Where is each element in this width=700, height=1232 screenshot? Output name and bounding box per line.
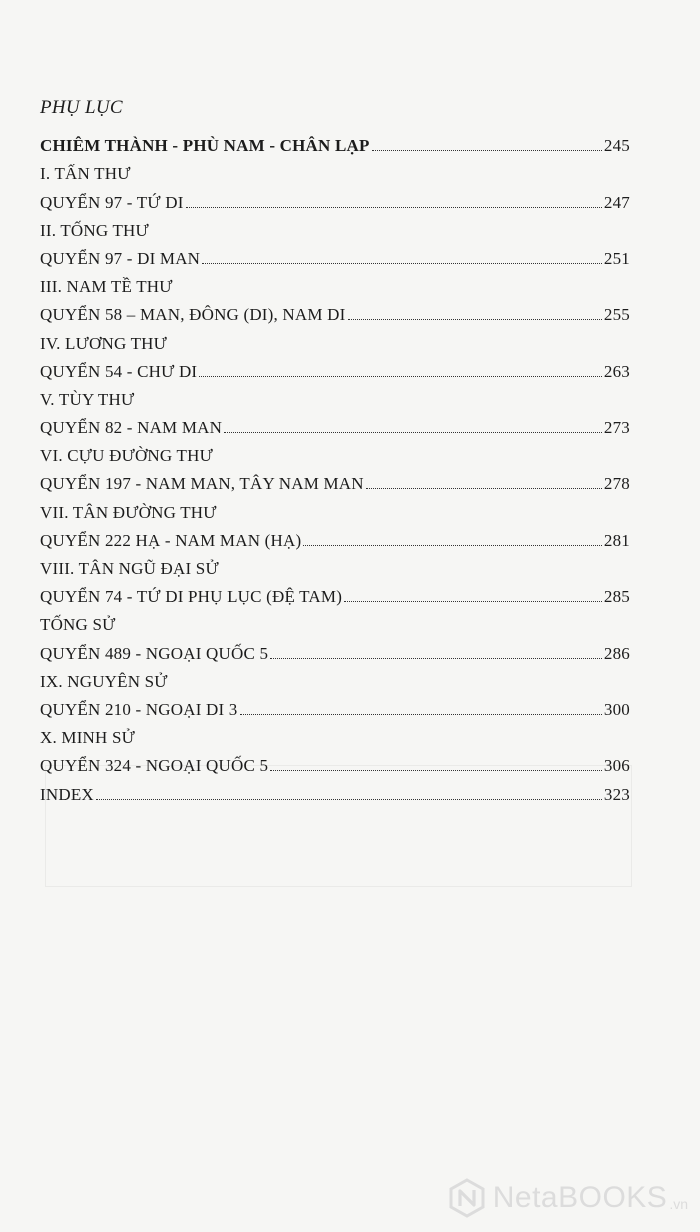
- toc-entry: [40, 128, 630, 156]
- dot-leader: [202, 263, 602, 264]
- toc-entry-label: QUYỂN 222 HẠ - NAM MAN (HẠ): [40, 530, 302, 550]
- toc-entry-label: II. TỐNG THƯ: [40, 220, 149, 240]
- toc-page-number: 323: [603, 784, 630, 804]
- toc-entry: [40, 297, 630, 325]
- toc-entry-label: III. NAM TỀ THƯ: [40, 277, 173, 297]
- watermark-brand: NetaBOOKS: [492, 1181, 668, 1214]
- toc-section-title: [40, 494, 630, 522]
- toc-entry: [40, 466, 630, 494]
- toc-section-title: [40, 720, 630, 748]
- toc-entry-label: QUYỂN 97 - TỨ DI: [40, 192, 184, 212]
- toc-entry: [40, 523, 630, 551]
- toc-page-number: 306: [603, 756, 630, 776]
- watermark-suffix: .vn: [669, 1196, 688, 1212]
- toc-section-title: [40, 325, 630, 353]
- toc-entry-label: I. TẤN THƯ: [40, 164, 131, 184]
- toc-page-number: 263: [603, 361, 630, 381]
- dot-leader: [344, 601, 602, 602]
- toc-entry-label: INDEX: [40, 784, 94, 804]
- toc-section-title: [40, 607, 630, 635]
- toc-section-title: [40, 269, 630, 297]
- dot-leader: [270, 770, 602, 771]
- netabooks-logo-icon: [447, 1178, 487, 1218]
- netabooks-watermark: [447, 1178, 688, 1218]
- appendix-heading: PHỤ LỤC: [40, 97, 123, 118]
- dot-leader: [224, 432, 602, 433]
- toc-entry: [40, 410, 630, 438]
- toc-page-number: 285: [603, 587, 630, 607]
- table-of-contents: [40, 128, 630, 805]
- dot-leader: [199, 376, 602, 377]
- toc-entry-label: TỐNG SỬ: [40, 615, 116, 635]
- toc-entry-label: QUYỂN 210 - NGOẠI DI 3: [40, 699, 238, 719]
- dot-leader: [96, 799, 602, 800]
- toc-page-number: 278: [603, 474, 630, 494]
- toc-page-number: 281: [603, 530, 630, 550]
- toc-page-number: 245: [603, 136, 630, 156]
- toc-entry: [40, 776, 630, 804]
- toc-entry: [40, 354, 630, 382]
- toc-page-number: 286: [603, 643, 630, 663]
- toc-entry-label: QUYỂN 74 - TỨ DI PHỤ LỤC (ĐỆ TAM): [40, 587, 343, 607]
- toc-entry-label: VII. TÂN ĐƯỜNG THƯ: [40, 502, 217, 522]
- toc-entry-label: IV. LƯƠNG THƯ: [40, 333, 168, 353]
- dot-leader: [270, 658, 602, 659]
- dot-leader: [303, 545, 602, 546]
- toc-entry: [40, 579, 630, 607]
- toc-entry-label: QUYỂN 197 - NAM MAN, TÂY NAM MAN: [40, 474, 364, 494]
- toc-entry-label: X. MINH SỬ: [40, 728, 136, 748]
- dot-leader: [366, 488, 602, 489]
- toc-section-title: [40, 213, 630, 241]
- toc-entry-label: QUYỂN 82 - NAM MAN: [40, 418, 223, 438]
- dot-leader: [372, 150, 602, 151]
- toc-section-title: [40, 664, 630, 692]
- toc-page-number: 255: [603, 305, 630, 325]
- toc-page-number: 300: [603, 699, 630, 719]
- toc-entry-label: V. TÙY THƯ: [40, 389, 135, 409]
- dot-leader: [240, 714, 602, 715]
- toc-entry: [40, 184, 630, 212]
- toc-page-number: 251: [603, 248, 630, 268]
- toc-entry-label: CHIÊM THÀNH - PHÙ NAM - CHÂN LẠP: [40, 136, 370, 156]
- toc-entry-label: IX. NGUYÊN SỬ: [40, 671, 168, 691]
- toc-section-title: [40, 382, 630, 410]
- toc-entry-label: QUYỂN 54 - CHƯ DI: [40, 361, 198, 381]
- toc-entry: [40, 692, 630, 720]
- toc-section-title: [40, 438, 630, 466]
- toc-entry-label: VIII. TÂN NGŨ ĐẠI SỬ: [40, 559, 219, 578]
- dot-leader: [348, 319, 602, 320]
- toc-entry: [40, 241, 630, 269]
- toc-entry-label: VI. CỰU ĐƯỜNG THƯ: [40, 446, 213, 466]
- toc-section-title: [40, 551, 630, 579]
- toc-entry-label: QUYỂN 97 - DI MAN: [40, 248, 201, 268]
- toc-entry-label: QUYỂN 489 - NGOẠI QUỐC 5: [40, 643, 269, 663]
- toc-entry: [40, 748, 630, 776]
- dot-leader: [186, 207, 602, 208]
- toc-entry-label: QUYỂN 324 - NGOẠI QUỐC 5: [40, 756, 269, 776]
- toc-page-number: 247: [603, 192, 630, 212]
- toc-section-title: [40, 156, 630, 184]
- toc-entry-label: QUYỂN 58 – MAN, ĐÔNG (DI), NAM DI: [40, 305, 346, 325]
- toc-entry: [40, 635, 630, 663]
- toc-page-number: 273: [603, 418, 630, 438]
